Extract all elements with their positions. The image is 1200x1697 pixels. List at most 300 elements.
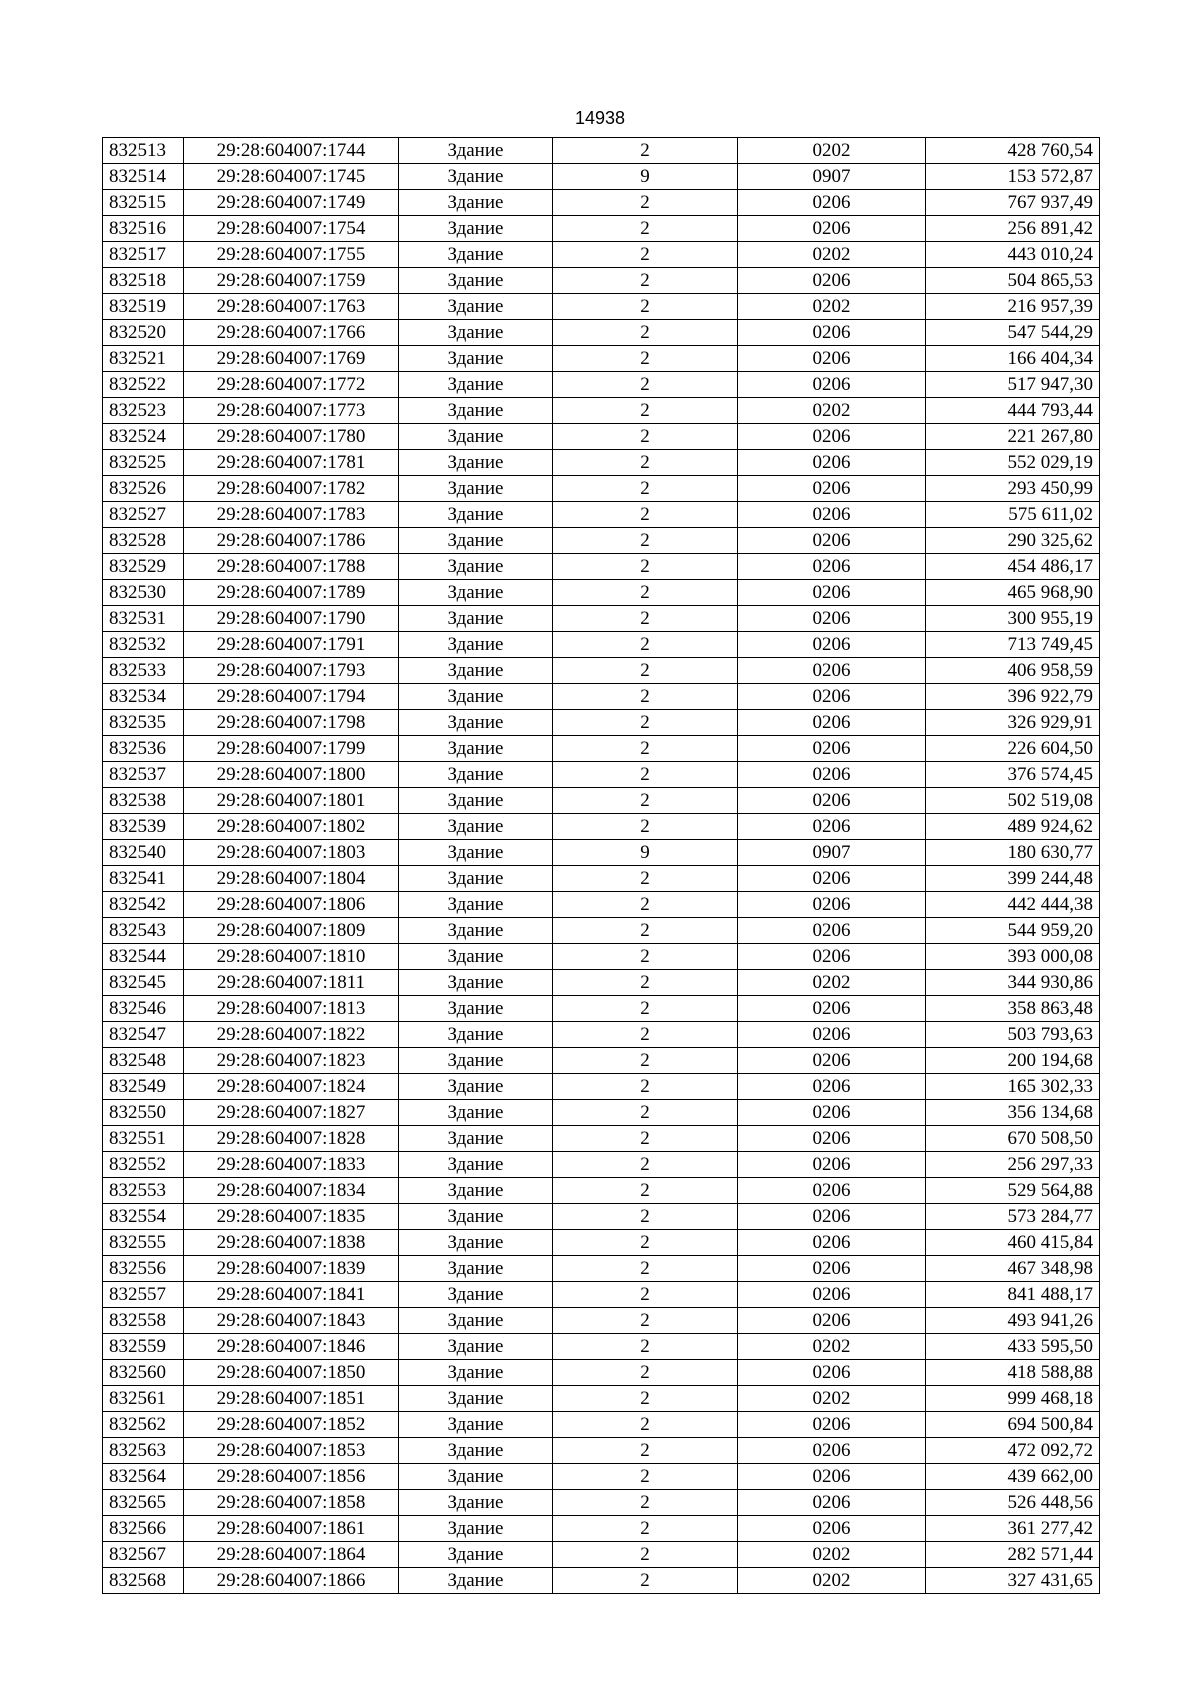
code-cell: 0206 — [738, 424, 926, 450]
code-cell: 0206 — [738, 1516, 926, 1542]
table-row — [103, 580, 1100, 606]
row-number-cell: 832515 — [103, 190, 184, 216]
row-number-cell: 832565 — [103, 1490, 184, 1516]
cadastral-value-cell: 517 947,30 — [926, 372, 1100, 398]
object-type-cell: Здание — [399, 372, 553, 398]
category-cell: 2 — [553, 450, 738, 476]
category-cell: 2 — [553, 1256, 738, 1282]
code-cell: 0206 — [738, 684, 926, 710]
cadastral-value-cell: 489 924,62 — [926, 814, 1100, 840]
code-cell: 0206 — [738, 1100, 926, 1126]
table-row — [103, 1516, 1100, 1542]
row-number-cell: 832537 — [103, 762, 184, 788]
object-type-cell: Здание — [399, 1204, 553, 1230]
cadastral-number-cell: 29:28:604007:1745 — [184, 164, 399, 190]
table-row — [103, 1386, 1100, 1412]
cadastral-number-cell: 29:28:604007:1766 — [184, 320, 399, 346]
table-row — [103, 164, 1100, 190]
cadastral-number-cell: 29:28:604007:1851 — [184, 1386, 399, 1412]
category-cell: 2 — [553, 294, 738, 320]
object-type-cell: Здание — [399, 1542, 553, 1568]
table-row — [103, 1412, 1100, 1438]
code-cell: 0206 — [738, 1230, 926, 1256]
code-cell: 0206 — [738, 268, 926, 294]
table-row — [103, 1074, 1100, 1100]
cadastral-value-cell: 713 749,45 — [926, 632, 1100, 658]
row-number-cell: 832517 — [103, 242, 184, 268]
table-row — [103, 996, 1100, 1022]
code-cell: 0202 — [738, 242, 926, 268]
cadastral-value-cell: 767 937,49 — [926, 190, 1100, 216]
cadastral-value-cell: 290 325,62 — [926, 528, 1100, 554]
table-row — [103, 1152, 1100, 1178]
category-cell: 2 — [553, 372, 738, 398]
table-row — [103, 1256, 1100, 1282]
code-cell: 0206 — [738, 1308, 926, 1334]
cadastral-value-cell: 670 508,50 — [926, 1126, 1100, 1152]
object-type-cell: Здание — [399, 476, 553, 502]
table-row — [103, 1100, 1100, 1126]
code-cell: 0206 — [738, 1022, 926, 1048]
category-cell: 2 — [553, 996, 738, 1022]
object-type-cell: Здание — [399, 606, 553, 632]
table-row — [103, 476, 1100, 502]
cadastral-number-cell: 29:28:604007:1744 — [184, 138, 399, 164]
category-cell: 2 — [553, 1360, 738, 1386]
cadastral-value-cell: 406 958,59 — [926, 658, 1100, 684]
row-number-cell: 832566 — [103, 1516, 184, 1542]
cadastral-value-cell: 418 588,88 — [926, 1360, 1100, 1386]
page-number: 14938 — [574, 108, 626, 128]
cadastral-value-cell: 344 930,86 — [926, 970, 1100, 996]
row-number-cell: 832522 — [103, 372, 184, 398]
object-type-cell: Здание — [399, 1126, 553, 1152]
cadastral-number-cell: 29:28:604007:1801 — [184, 788, 399, 814]
cadastral-value-cell: 443 010,24 — [926, 242, 1100, 268]
category-cell: 2 — [553, 1412, 738, 1438]
cadastral-number-cell: 29:28:604007:1749 — [184, 190, 399, 216]
cadastral-number-cell: 29:28:604007:1773 — [184, 398, 399, 424]
cadastral-value-cell: 399 244,48 — [926, 866, 1100, 892]
table-row — [103, 1308, 1100, 1334]
object-type-cell: Здание — [399, 268, 553, 294]
code-cell: 0206 — [738, 632, 926, 658]
object-type-cell: Здание — [399, 1152, 553, 1178]
table-row — [103, 190, 1100, 216]
cadastral-number-cell: 29:28:604007:1798 — [184, 710, 399, 736]
category-cell: 2 — [553, 1126, 738, 1152]
category-cell: 9 — [553, 840, 738, 866]
table-row — [103, 658, 1100, 684]
row-number-cell: 832532 — [103, 632, 184, 658]
code-cell: 0206 — [738, 1204, 926, 1230]
code-cell: 0206 — [738, 372, 926, 398]
cadastral-number-cell: 29:28:604007:1846 — [184, 1334, 399, 1360]
code-cell: 0206 — [738, 918, 926, 944]
cadastral-number-cell: 29:28:604007:1824 — [184, 1074, 399, 1100]
cadastral-value-cell: 467 348,98 — [926, 1256, 1100, 1282]
row-number-cell: 832561 — [103, 1386, 184, 1412]
cadastral-number-cell: 29:28:604007:1788 — [184, 554, 399, 580]
code-cell: 0206 — [738, 476, 926, 502]
cadastral-value-cell: 999 468,18 — [926, 1386, 1100, 1412]
row-number-cell: 832567 — [103, 1542, 184, 1568]
category-cell: 2 — [553, 138, 738, 164]
code-cell: 0206 — [738, 1464, 926, 1490]
code-cell: 0206 — [738, 658, 926, 684]
object-type-cell: Здание — [399, 1412, 553, 1438]
table-row — [103, 632, 1100, 658]
code-cell: 0206 — [738, 528, 926, 554]
table-row — [103, 944, 1100, 970]
cadastral-number-cell: 29:28:604007:1811 — [184, 970, 399, 996]
cadastral-number-cell: 29:28:604007:1866 — [184, 1568, 399, 1594]
object-type-cell: Здание — [399, 710, 553, 736]
object-type-cell: Здание — [399, 1282, 553, 1308]
category-cell: 2 — [553, 1230, 738, 1256]
cadastral-number-cell: 29:28:604007:1769 — [184, 346, 399, 372]
cadastral-value-cell: 460 415,84 — [926, 1230, 1100, 1256]
object-type-cell: Здание — [399, 398, 553, 424]
object-type-cell: Здание — [399, 1048, 553, 1074]
cadastral-number-cell: 29:28:604007:1800 — [184, 762, 399, 788]
cadastral-number-cell: 29:28:604007:1813 — [184, 996, 399, 1022]
table-row — [103, 918, 1100, 944]
row-number-cell: 832513 — [103, 138, 184, 164]
category-cell: 2 — [553, 1100, 738, 1126]
code-cell: 0206 — [738, 1412, 926, 1438]
code-cell: 0202 — [738, 1334, 926, 1360]
cadastral-number-cell: 29:28:604007:1839 — [184, 1256, 399, 1282]
category-cell: 2 — [553, 1438, 738, 1464]
cadastral-value-cell: 526 448,56 — [926, 1490, 1100, 1516]
cadastral-value-cell: 694 500,84 — [926, 1412, 1100, 1438]
code-cell: 0206 — [738, 1048, 926, 1074]
cadastral-value-cell: 504 865,53 — [926, 268, 1100, 294]
cadastral-number-cell: 29:28:604007:1841 — [184, 1282, 399, 1308]
category-cell: 2 — [553, 762, 738, 788]
code-cell: 0206 — [738, 580, 926, 606]
category-cell: 2 — [553, 190, 738, 216]
cadastral-value-cell: 442 444,38 — [926, 892, 1100, 918]
row-number-cell: 832564 — [103, 1464, 184, 1490]
code-cell: 0206 — [738, 762, 926, 788]
table-row — [103, 1464, 1100, 1490]
cadastral-number-cell: 29:28:604007:1759 — [184, 268, 399, 294]
table-row — [103, 1542, 1100, 1568]
table-row — [103, 346, 1100, 372]
category-cell: 2 — [553, 216, 738, 242]
cadastral-number-cell: 29:28:604007:1783 — [184, 502, 399, 528]
code-cell: 0206 — [738, 814, 926, 840]
code-cell: 0907 — [738, 840, 926, 866]
row-number-cell: 832558 — [103, 1308, 184, 1334]
object-type-cell: Здание — [399, 1256, 553, 1282]
category-cell: 2 — [553, 1152, 738, 1178]
category-cell: 2 — [553, 398, 738, 424]
row-number-cell: 832554 — [103, 1204, 184, 1230]
code-cell: 0206 — [738, 892, 926, 918]
object-type-cell: Здание — [399, 788, 553, 814]
row-number-cell: 832546 — [103, 996, 184, 1022]
cadastral-number-cell: 29:28:604007:1780 — [184, 424, 399, 450]
cadastral-value-cell: 472 092,72 — [926, 1438, 1100, 1464]
object-type-cell: Здание — [399, 164, 553, 190]
object-type-cell: Здание — [399, 1074, 553, 1100]
cadastral-number-cell: 29:28:604007:1790 — [184, 606, 399, 632]
object-type-cell: Здание — [399, 580, 553, 606]
row-number-cell: 832540 — [103, 840, 184, 866]
object-type-cell: Здание — [399, 866, 553, 892]
category-cell: 2 — [553, 736, 738, 762]
table-row — [103, 710, 1100, 736]
cadastral-number-cell: 29:28:604007:1822 — [184, 1022, 399, 1048]
row-number-cell: 832535 — [103, 710, 184, 736]
object-type-cell: Здание — [399, 632, 553, 658]
code-cell: 0206 — [738, 1126, 926, 1152]
category-cell: 2 — [553, 892, 738, 918]
table-row — [103, 1230, 1100, 1256]
row-number-cell: 832560 — [103, 1360, 184, 1386]
code-cell: 0206 — [738, 710, 926, 736]
cadastral-value-cell: 165 302,33 — [926, 1074, 1100, 1100]
category-cell: 2 — [553, 424, 738, 450]
category-cell: 2 — [553, 970, 738, 996]
row-number-cell: 832514 — [103, 164, 184, 190]
cadastral-value-cell: 544 959,20 — [926, 918, 1100, 944]
object-type-cell: Здание — [399, 424, 553, 450]
cadastral-number-cell: 29:28:604007:1772 — [184, 372, 399, 398]
cadastral-value-cell: 327 431,65 — [926, 1568, 1100, 1594]
category-cell: 2 — [553, 1178, 738, 1204]
category-cell: 2 — [553, 502, 738, 528]
category-cell: 2 — [553, 866, 738, 892]
object-type-cell: Здание — [399, 1178, 553, 1204]
cadastral-value-cell: 376 574,45 — [926, 762, 1100, 788]
row-number-cell: 832528 — [103, 528, 184, 554]
cadastral-value-cell: 454 486,17 — [926, 554, 1100, 580]
row-number-cell: 832544 — [103, 944, 184, 970]
code-cell: 0907 — [738, 164, 926, 190]
code-cell: 0206 — [738, 788, 926, 814]
table-row — [103, 866, 1100, 892]
cadastral-number-cell: 29:28:604007:1853 — [184, 1438, 399, 1464]
cadastral-value-cell: 444 793,44 — [926, 398, 1100, 424]
code-cell: 0206 — [738, 1438, 926, 1464]
table-row — [103, 840, 1100, 866]
cadastral-number-cell: 29:28:604007:1802 — [184, 814, 399, 840]
category-cell: 2 — [553, 242, 738, 268]
object-type-cell: Здание — [399, 1022, 553, 1048]
code-cell: 0206 — [738, 944, 926, 970]
cadastral-value-cell: 393 000,08 — [926, 944, 1100, 970]
row-number-cell: 832530 — [103, 580, 184, 606]
table-row — [103, 320, 1100, 346]
cadastral-number-cell: 29:28:604007:1834 — [184, 1178, 399, 1204]
table-row — [103, 684, 1100, 710]
code-cell: 0206 — [738, 502, 926, 528]
cadastral-value-cell: 326 929,91 — [926, 710, 1100, 736]
object-type-cell: Здание — [399, 138, 553, 164]
code-cell: 0202 — [738, 138, 926, 164]
row-number-cell: 832533 — [103, 658, 184, 684]
object-type-cell: Здание — [399, 684, 553, 710]
cadastral-number-cell: 29:28:604007:1782 — [184, 476, 399, 502]
row-number-cell: 832536 — [103, 736, 184, 762]
category-cell: 2 — [553, 658, 738, 684]
cadastral-number-cell: 29:28:604007:1810 — [184, 944, 399, 970]
code-cell: 0206 — [738, 606, 926, 632]
object-type-cell: Здание — [399, 736, 553, 762]
category-cell: 2 — [553, 1048, 738, 1074]
row-number-cell: 832545 — [103, 970, 184, 996]
cadastral-value-cell: 361 277,42 — [926, 1516, 1100, 1542]
object-type-cell: Здание — [399, 554, 553, 580]
row-number-cell: 832534 — [103, 684, 184, 710]
object-type-cell: Здание — [399, 1334, 553, 1360]
category-cell: 2 — [553, 606, 738, 632]
cadastral-value-cell: 439 662,00 — [926, 1464, 1100, 1490]
table-row — [103, 762, 1100, 788]
category-cell: 2 — [553, 1568, 738, 1594]
cadastral-number-cell: 29:28:604007:1827 — [184, 1100, 399, 1126]
row-number-cell: 832556 — [103, 1256, 184, 1282]
category-cell: 2 — [553, 580, 738, 606]
object-type-cell: Здание — [399, 658, 553, 684]
row-number-cell: 832541 — [103, 866, 184, 892]
row-number-cell: 832547 — [103, 1022, 184, 1048]
table-row — [103, 242, 1100, 268]
object-type-cell: Здание — [399, 1100, 553, 1126]
table-row — [103, 424, 1100, 450]
object-type-cell: Здание — [399, 502, 553, 528]
cadastral-value-cell: 503 793,63 — [926, 1022, 1100, 1048]
category-cell: 2 — [553, 814, 738, 840]
table-row — [103, 788, 1100, 814]
object-type-cell: Здание — [399, 346, 553, 372]
cadastral-number-cell: 29:28:604007:1754 — [184, 216, 399, 242]
category-cell: 2 — [553, 918, 738, 944]
row-number-cell: 832542 — [103, 892, 184, 918]
code-cell: 0206 — [738, 1074, 926, 1100]
row-number-cell: 832550 — [103, 1100, 184, 1126]
row-number-cell: 832552 — [103, 1152, 184, 1178]
cadastral-value-cell: 293 450,99 — [926, 476, 1100, 502]
code-cell: 0206 — [738, 450, 926, 476]
table-row — [103, 1048, 1100, 1074]
table-row — [103, 372, 1100, 398]
object-type-cell: Здание — [399, 1516, 553, 1542]
code-cell: 0202 — [738, 1542, 926, 1568]
cadastral-number-cell: 29:28:604007:1833 — [184, 1152, 399, 1178]
object-type-cell: Здание — [399, 918, 553, 944]
cadastral-value-cell: 575 611,02 — [926, 502, 1100, 528]
table-row — [103, 1282, 1100, 1308]
row-number-cell: 832553 — [103, 1178, 184, 1204]
object-type-cell: Здание — [399, 320, 553, 346]
row-number-cell: 832557 — [103, 1282, 184, 1308]
cadastral-value-cell: 552 029,19 — [926, 450, 1100, 476]
code-cell: 0206 — [738, 554, 926, 580]
cadastral-number-cell: 29:28:604007:1799 — [184, 736, 399, 762]
table-row — [103, 294, 1100, 320]
table-row — [103, 736, 1100, 762]
cadastral-value-cell: 180 630,77 — [926, 840, 1100, 866]
cadastral-number-cell: 29:28:604007:1843 — [184, 1308, 399, 1334]
object-type-cell: Здание — [399, 944, 553, 970]
row-number-cell: 832538 — [103, 788, 184, 814]
row-number-cell: 832529 — [103, 554, 184, 580]
table-row — [103, 606, 1100, 632]
row-number-cell: 832519 — [103, 294, 184, 320]
cadastral-value-cell: 547 544,29 — [926, 320, 1100, 346]
category-cell: 2 — [553, 1022, 738, 1048]
object-type-cell: Здание — [399, 1308, 553, 1334]
cadastral-number-cell: 29:28:604007:1786 — [184, 528, 399, 554]
row-number-cell: 832568 — [103, 1568, 184, 1594]
cadastral-value-table — [102, 137, 1100, 1594]
cadastral-number-cell: 29:28:604007:1806 — [184, 892, 399, 918]
cadastral-number-cell: 29:28:604007:1861 — [184, 1516, 399, 1542]
code-cell: 0206 — [738, 1256, 926, 1282]
table-row — [103, 398, 1100, 424]
object-type-cell: Здание — [399, 1568, 553, 1594]
code-cell: 0206 — [738, 1490, 926, 1516]
category-cell: 2 — [553, 1464, 738, 1490]
code-cell: 0206 — [738, 1282, 926, 1308]
cadastral-value-cell: 493 941,26 — [926, 1308, 1100, 1334]
code-cell: 0202 — [738, 1386, 926, 1412]
code-cell: 0202 — [738, 294, 926, 320]
row-number-cell: 832551 — [103, 1126, 184, 1152]
category-cell: 2 — [553, 528, 738, 554]
category-cell: 2 — [553, 632, 738, 658]
object-type-cell: Здание — [399, 970, 553, 996]
cadastral-value-cell: 282 571,44 — [926, 1542, 1100, 1568]
category-cell: 2 — [553, 788, 738, 814]
category-cell: 2 — [553, 684, 738, 710]
code-cell: 0206 — [738, 346, 926, 372]
category-cell: 2 — [553, 1308, 738, 1334]
object-type-cell: Здание — [399, 450, 553, 476]
category-cell: 2 — [553, 1334, 738, 1360]
row-number-cell: 832559 — [103, 1334, 184, 1360]
table-row — [103, 970, 1100, 996]
cadastral-number-cell: 29:28:604007:1794 — [184, 684, 399, 710]
cadastral-number-cell: 29:28:604007:1791 — [184, 632, 399, 658]
table-row — [103, 892, 1100, 918]
row-number-cell: 832555 — [103, 1230, 184, 1256]
category-cell: 2 — [553, 268, 738, 294]
object-type-cell: Здание — [399, 892, 553, 918]
table-row — [103, 138, 1100, 164]
row-number-cell: 832549 — [103, 1074, 184, 1100]
code-cell: 0206 — [738, 190, 926, 216]
cadastral-value-cell: 256 297,33 — [926, 1152, 1100, 1178]
code-cell: 0206 — [738, 216, 926, 242]
table-row — [103, 1178, 1100, 1204]
object-type-cell: Здание — [399, 996, 553, 1022]
cadastral-value-cell: 433 595,50 — [926, 1334, 1100, 1360]
cadastral-value-cell: 396 922,79 — [926, 684, 1100, 710]
cadastral-value-cell: 502 519,08 — [926, 788, 1100, 814]
object-type-cell: Здание — [399, 1464, 553, 1490]
cadastral-value-cell: 153 572,87 — [926, 164, 1100, 190]
table-row — [103, 216, 1100, 242]
table-row — [103, 1438, 1100, 1464]
category-cell: 2 — [553, 1386, 738, 1412]
row-number-cell: 832539 — [103, 814, 184, 840]
